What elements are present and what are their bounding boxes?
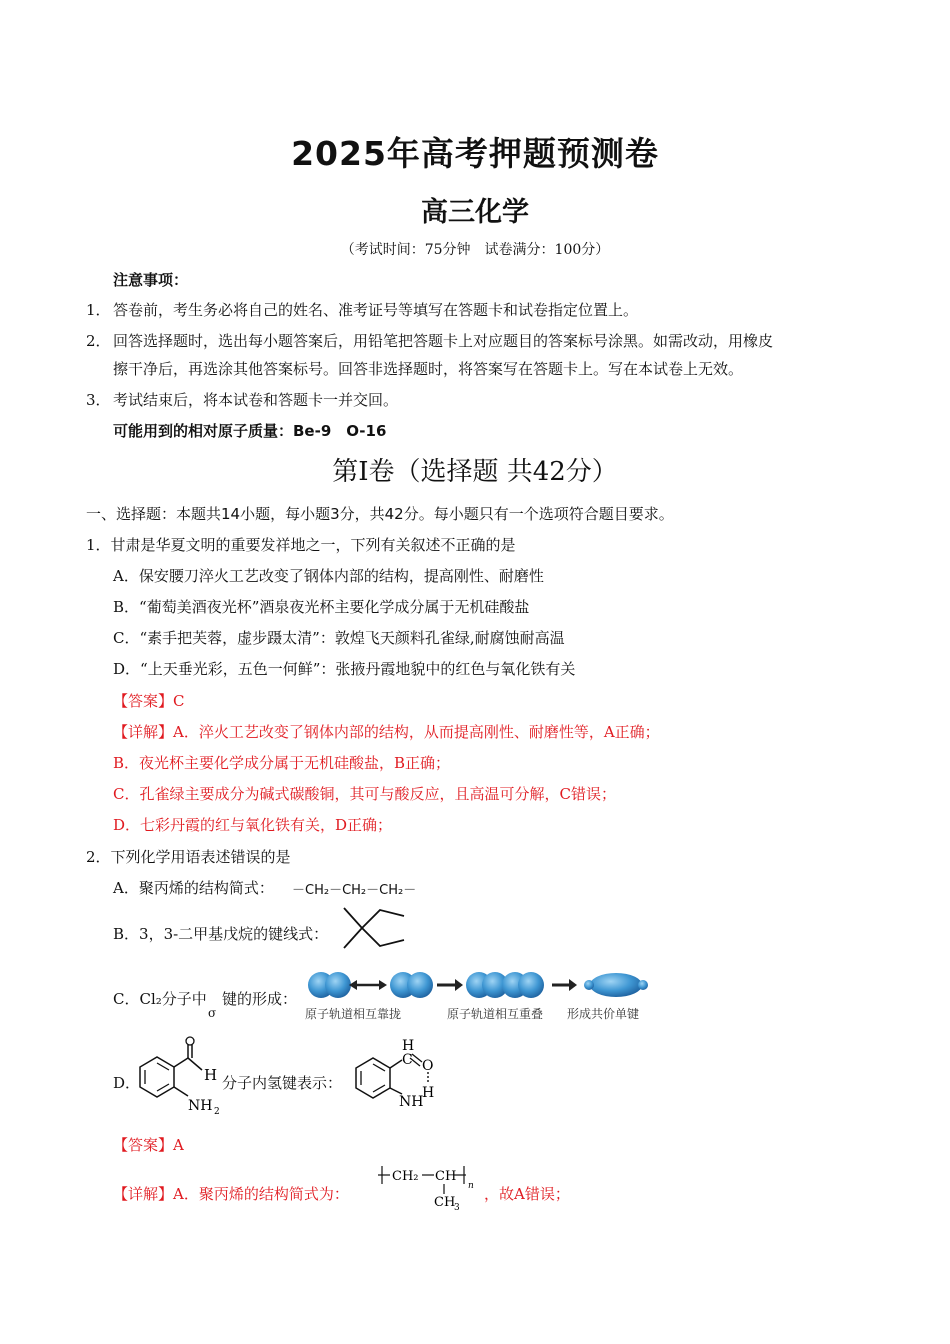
note-3-text: 考试结束后，将本试卷和答题卡一并交回。	[113, 391, 399, 409]
svg-text:H: H	[422, 1085, 435, 1101]
q1-option-b: B．“葡萄美酒夜光杯”酒泉夜光杯主要化学成分属于无机硅酸盐	[113, 598, 530, 616]
exam-subject: 高三化学	[421, 197, 529, 228]
svg-text:CH₂: CH₂	[392, 1169, 419, 1184]
q1-explanation-d: D．七彩丹霞的红与氧化铁有关，D正确；	[113, 816, 393, 834]
svg-text:CH: CH	[434, 1195, 456, 1210]
svg-text:3: 3	[454, 1203, 460, 1212]
q2-explanation-tail: ，故A错误；	[484, 1185, 570, 1203]
svg-text:C: C	[402, 1052, 413, 1068]
note-2-text-cont: 擦干净后，再选涂其他答案标号。回答非选择题时，将答案写在答题卡上。写在本试卷上无效。	[113, 360, 744, 378]
polypropylene-structure	[372, 1160, 484, 1212]
q2-option-a-formula: －CH₂－CH₂－CH₂－	[292, 883, 417, 898]
q2-option-a: A．聚丙烯的结构简式：	[113, 879, 274, 897]
q1-explanation-c: C．孔雀绿主要成分为碱式碳酸铜，其可与酸反应，且高温可分解，C错误；	[113, 785, 616, 803]
q1-answer: 【答案】C	[113, 692, 185, 710]
arrow-icon	[552, 979, 577, 991]
q1-option-a: A．保安腰刀淬火工艺改变了钢体内部的结构，提高刚性、耐磨性	[113, 567, 544, 585]
note-2-text: 回答选择题时，选出每小题答案后，用铅笔把答题卡上对应题目的答案标号涂黑。如需改动，用橡皮	[113, 332, 774, 350]
sigma-bond-formation-diagram	[305, 968, 665, 1030]
aminobenzaldehyde-structure	[136, 1036, 226, 1116]
svg-text:NH: NH	[399, 1094, 424, 1110]
svg-text:H: H	[402, 1038, 415, 1054]
note-1-text: 答卷前，考生务必将自己的姓名、准考证号等填写在答题卡和试卷指定位置上。	[113, 301, 639, 319]
arrow-icon	[437, 979, 463, 991]
notes-heading: 注意事项：	[113, 271, 189, 289]
hydrogen-bond-structure	[352, 1036, 442, 1120]
section-instructions: 一、选择题：本题共14小题，每小题3分，共42分。每小题只有一个选项符合题目要求。	[86, 505, 674, 523]
label-single-bond: 形成共价单键	[567, 1007, 640, 1021]
section-title: 第Ⅰ卷（选择题 共42分）	[332, 457, 618, 487]
note-1-num: 1．	[86, 301, 111, 319]
q2-explanation: 【详解】A．聚丙烯的结构简式为：	[113, 1185, 349, 1203]
q2-stem: 2．下列化学用语表述错误的是	[86, 848, 291, 866]
svg-text:NH: NH	[188, 1098, 213, 1114]
orbitals-approaching	[308, 972, 351, 998]
svg-text:CH: CH	[435, 1169, 457, 1184]
sigma-symbol: σ	[208, 1006, 217, 1020]
svg-text:2: 2	[214, 1107, 220, 1116]
q1-option-d: D．“上天垂光彩，五色一何鲜”：张掖丹霞地貌中的红色与氧化铁有关	[113, 660, 576, 678]
note-2-num: 2．	[86, 332, 111, 350]
q2-option-c-suffix: 键的形成：	[222, 990, 298, 1008]
q1-option-c: C．“素手把芙蓉，虚步蹑太清”：敦煌飞天颜料孔雀绿,耐腐蚀耐高温	[113, 629, 565, 647]
exam-title: 2025年高考押题预测卷	[291, 134, 659, 173]
q2-option-b: B．3，3-二甲基戊烷的键线式：	[113, 925, 329, 943]
label-overlapping: 原子轨道相互重叠	[447, 1007, 544, 1021]
q1-explanation-b: B．夜光杯主要化学成分属于无机硅酸盐，B正确；	[113, 754, 451, 772]
arrow-icon	[349, 980, 387, 990]
label-approaching: 原子轨道相互靠拢	[305, 1007, 402, 1021]
q2-option-c-prefix: C．Cl₂分子中	[113, 990, 207, 1008]
orbitals-overlapping	[466, 972, 544, 998]
atomic-mass-line: 可能用到的相对原子质量：Be-9 O-16	[113, 422, 387, 440]
q1-explanation-a: 【详解】A．淬火工艺改变了钢体内部的结构，从而提高刚性、耐磨性等，A正确；	[113, 723, 660, 741]
q2-option-d-prefix: D．	[113, 1074, 141, 1092]
q2-option-d-suffix: 分子内氢键表示：	[222, 1074, 343, 1092]
svg-text:H: H	[204, 1066, 218, 1084]
covalent-bond-orbital	[584, 973, 648, 997]
exam-time-info: （考试时间：75分钟 试卷满分：100分）	[340, 242, 610, 258]
q1-stem: 1．甘肃是华夏文明的重要发祥地之一，下列有关叙述不正确的是	[86, 536, 516, 554]
q2-answer: 【答案】A	[113, 1136, 184, 1154]
note-3-num: 3．	[86, 391, 111, 409]
dimethylpentane-skeletal-formula	[340, 904, 408, 950]
svg-text:n: n	[468, 1181, 474, 1191]
svg-text:O: O	[422, 1058, 434, 1074]
